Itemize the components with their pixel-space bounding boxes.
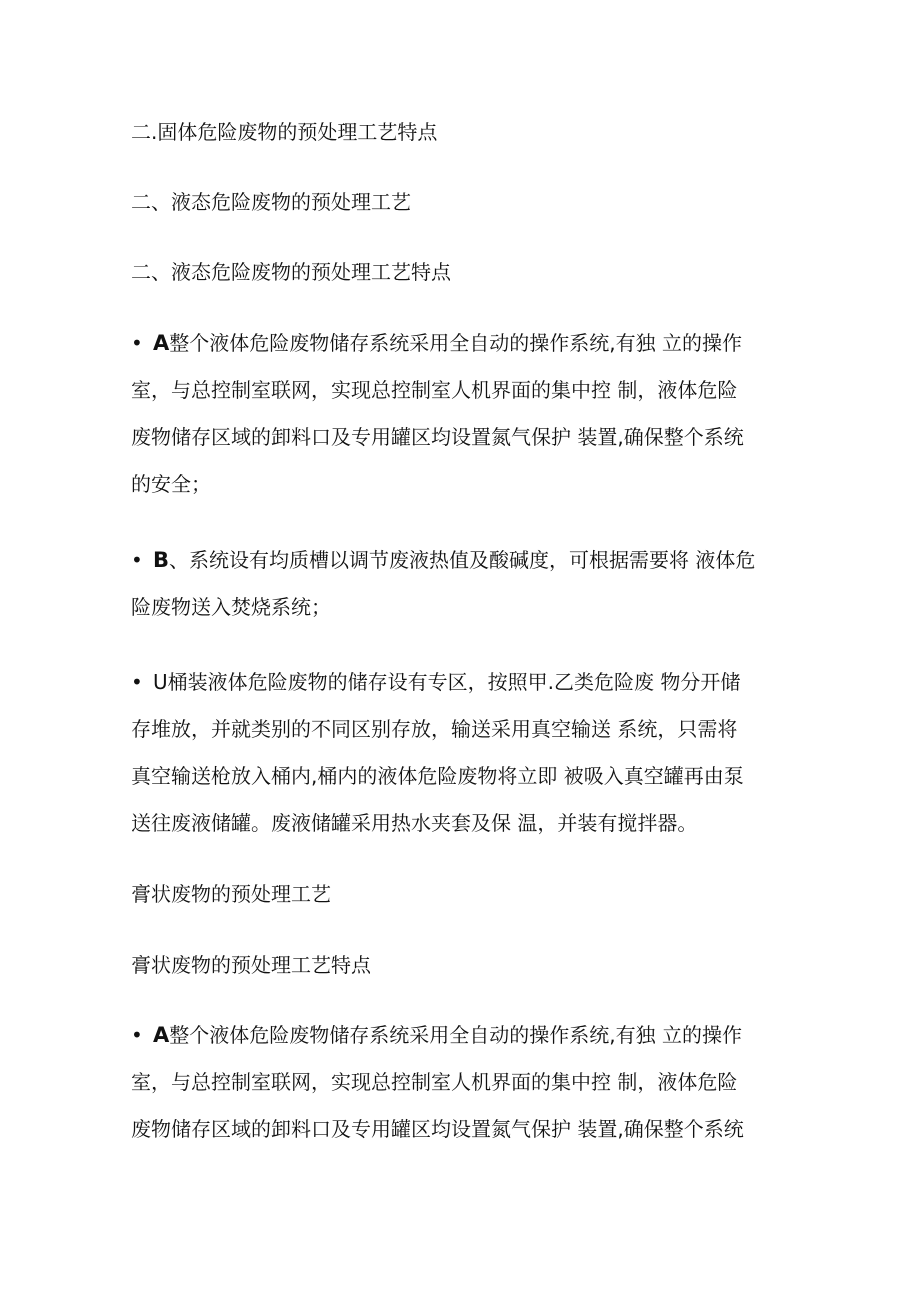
bullet-line: 废物储存区域的卸料口及专用罐区均设置氮气保护 装置,确保整个系统: [131, 425, 744, 449]
heading-liquid-waste-process: 二、液态危险废物的预处理工艺: [131, 190, 411, 214]
bullet-dot-icon: •: [131, 670, 143, 694]
bullet-line: 室，与总控制室联网，实现总控制室人机界面的集中控 制，液体危险: [131, 1070, 738, 1094]
bullet-text: 整个液体危险废物储存系统采用全自动的操作系统,有独 立的操作: [169, 1023, 742, 1047]
bullet-letter: A: [153, 1023, 170, 1047]
bullet-letter: B: [153, 548, 170, 572]
heading-liquid-waste-features: 二、液态危险废物的预处理工艺特点: [131, 260, 451, 284]
bullet-line: 险废物送入焚烧系统；: [131, 595, 331, 619]
bullet-dot-icon: •: [131, 331, 143, 355]
bullet-line: 废物储存区域的卸料口及专用罐区均设置氮气保护 装置,确保整个系统: [131, 1117, 744, 1141]
bullet-item-a-storage: [131, 320, 811, 508]
bullet-item-b-homogenizer: [131, 537, 811, 631]
bullet-item-u-barrel-storage: [131, 659, 811, 847]
bullet-text: 、系统设有均质槽以调节废液热值及酸碱度，可根据需要将 液体危: [169, 548, 756, 572]
bullet-line: [131, 1012, 811, 1059]
bullet-line: 存堆放，并就类别的不同区别存放，输送采用真空输送 系统，只需将: [131, 717, 738, 741]
bullet-line: 真空输送枪放入桶内,桶内的液体危险废物将立即 被吸入真空罐再由泵: [131, 764, 744, 788]
bullet-line: [131, 537, 811, 584]
bullet-letter: A: [153, 331, 170, 355]
bullet-line: 室，与总控制室联网，实现总控制室人机界面的集中控 制，液体危险: [131, 378, 738, 402]
bullet-text: U桶装液体危险废物的储存设有专区，按照甲.乙类危险废 物分开储: [153, 670, 741, 694]
bullet-line: [131, 659, 811, 706]
bullet-dot-icon: •: [131, 548, 143, 572]
bullet-text: 整个液体危险废物储存系统采用全自动的操作系统,有独 立的操作: [169, 331, 742, 355]
heading-paste-waste-process: 膏状废物的预处理工艺: [131, 882, 331, 906]
bullet-line: [131, 320, 811, 367]
bullet-line: 的安全；: [131, 472, 211, 496]
bullet-dot-icon: •: [131, 1023, 143, 1047]
heading-paste-waste-features: 膏状废物的预处理工艺特点: [131, 953, 371, 977]
bullet-line: 送往废液储罐。废液储罐采用热水夹套及保 温，并装有搅拌器。: [131, 811, 698, 835]
bullet-item-a-storage-repeat: [131, 1012, 811, 1153]
heading-solid-waste-features: 二.固体危险废物的预处理工艺特点: [131, 120, 438, 144]
